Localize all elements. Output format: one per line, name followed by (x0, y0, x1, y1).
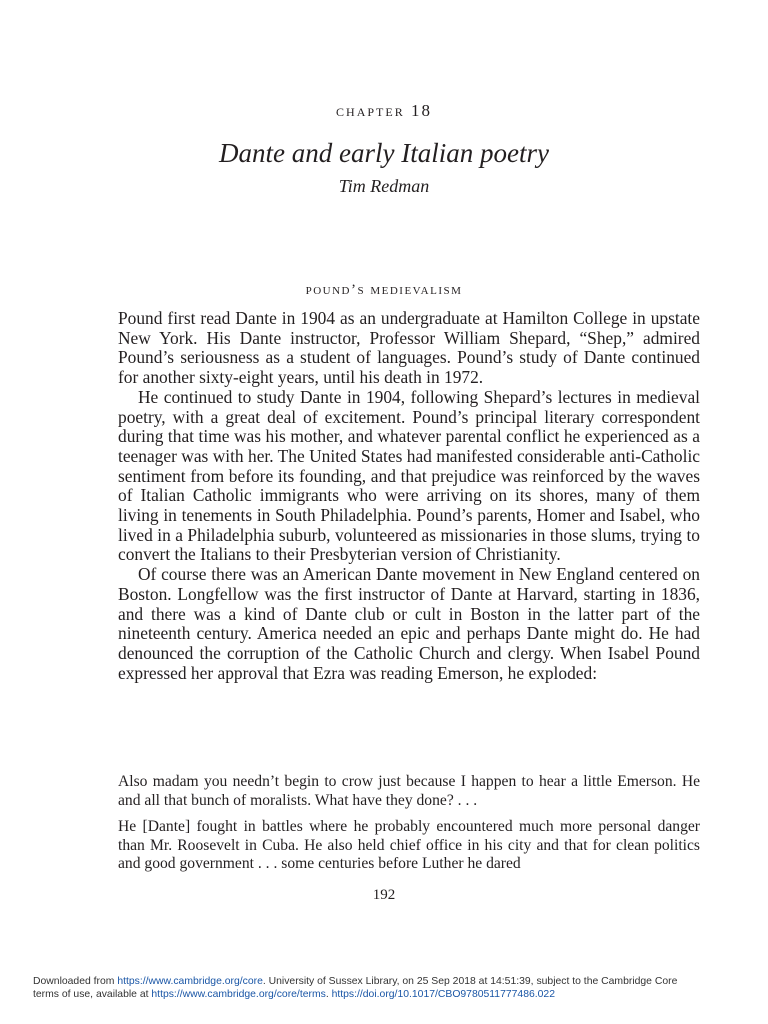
footer-text: . University of Sussex Library, on 25 Sep 2018 at 14:51:39, subject to the Cambridge Core (262, 976, 678, 987)
footer-text: Downloaded from (33, 976, 118, 987)
section-heading: pound’s medievalism (305, 282, 463, 298)
paragraph: He continued to study Dante in 1904, following Shepard’s lectures in medieval poetry, with a great deal of excitement. Pound’s principal literary correspondent during that time was his mother, and whatever parental conflict he experienced as a teenager was with her. The United States had manifested considerable anti-Catholic sentiment from before its founding, and that prejudice was reinforced by the waves of Italian Catholic immigrants who were arriving on its shores, many of them living in tenements in South Philadelphia. Pound’s parents, Homer and Isabel, who lived in a Philadelphia suburb, volunteered as missionaries in those slums, trying to convert the Italians to their Presbyterian version of Christianity. (118, 386, 700, 565)
footer-text: terms of use, available at (33, 989, 152, 1000)
block-quote (118, 773, 700, 882)
paragraph: Pound first read Dante in 1904 as an undergraduate at Hamilton College in upstate New York. His Dante instructor, Professor William Shepard, “Shep,” admired Pound’s seriousness as a student of languages. Pound’s study of Dante continued for another sixty-eight years, until his death in 1972. (118, 308, 700, 388)
page-number: 192 (372, 887, 396, 903)
quote-paragraph: Also madam you needn’t begin to crow just because I happen to hear a little Emerson. He and all that bunch of moralists. What have they done? . . . (118, 773, 700, 809)
paragraph: Of course there was an American Dante movement in New England centered on Boston. Longfellow was the first instructor of Dante at Harvard, starting in 1836, and there was a kind of Dante club or cult in Boston in the latter part of the nineteenth century. America needed an epic and perhaps Dante might do. He had denounced the corruption of the Catholic Church and clergy. When Isabel Pound expressed her approval that Ezra was reading Emerson, he exploded: (118, 564, 700, 683)
download-footer (33, 975, 743, 1001)
chapter-title: Dante and early Italian poetry (219, 138, 549, 168)
body-text (118, 309, 700, 683)
terms-link[interactable]: https://www.cambridge.org/core/terms (151, 989, 326, 1000)
author-name: Tim Redman (338, 176, 430, 196)
chapter-label: chapter 18 (336, 101, 432, 120)
core-link[interactable]: https://www.cambridge.org/core (117, 976, 263, 987)
doi-link[interactable]: https://doi.org/10.1017/CBO9780511777486.022 (331, 989, 555, 1000)
quote-paragraph: He [Dante] fought in battles where he probably encountered much more personal danger than Mr. Roosevelt in Cuba. He also held chief office in his city and that for clean politics and good government . . . some centuries before Luther he dared (118, 818, 700, 872)
footer-text: . (325, 989, 332, 1000)
